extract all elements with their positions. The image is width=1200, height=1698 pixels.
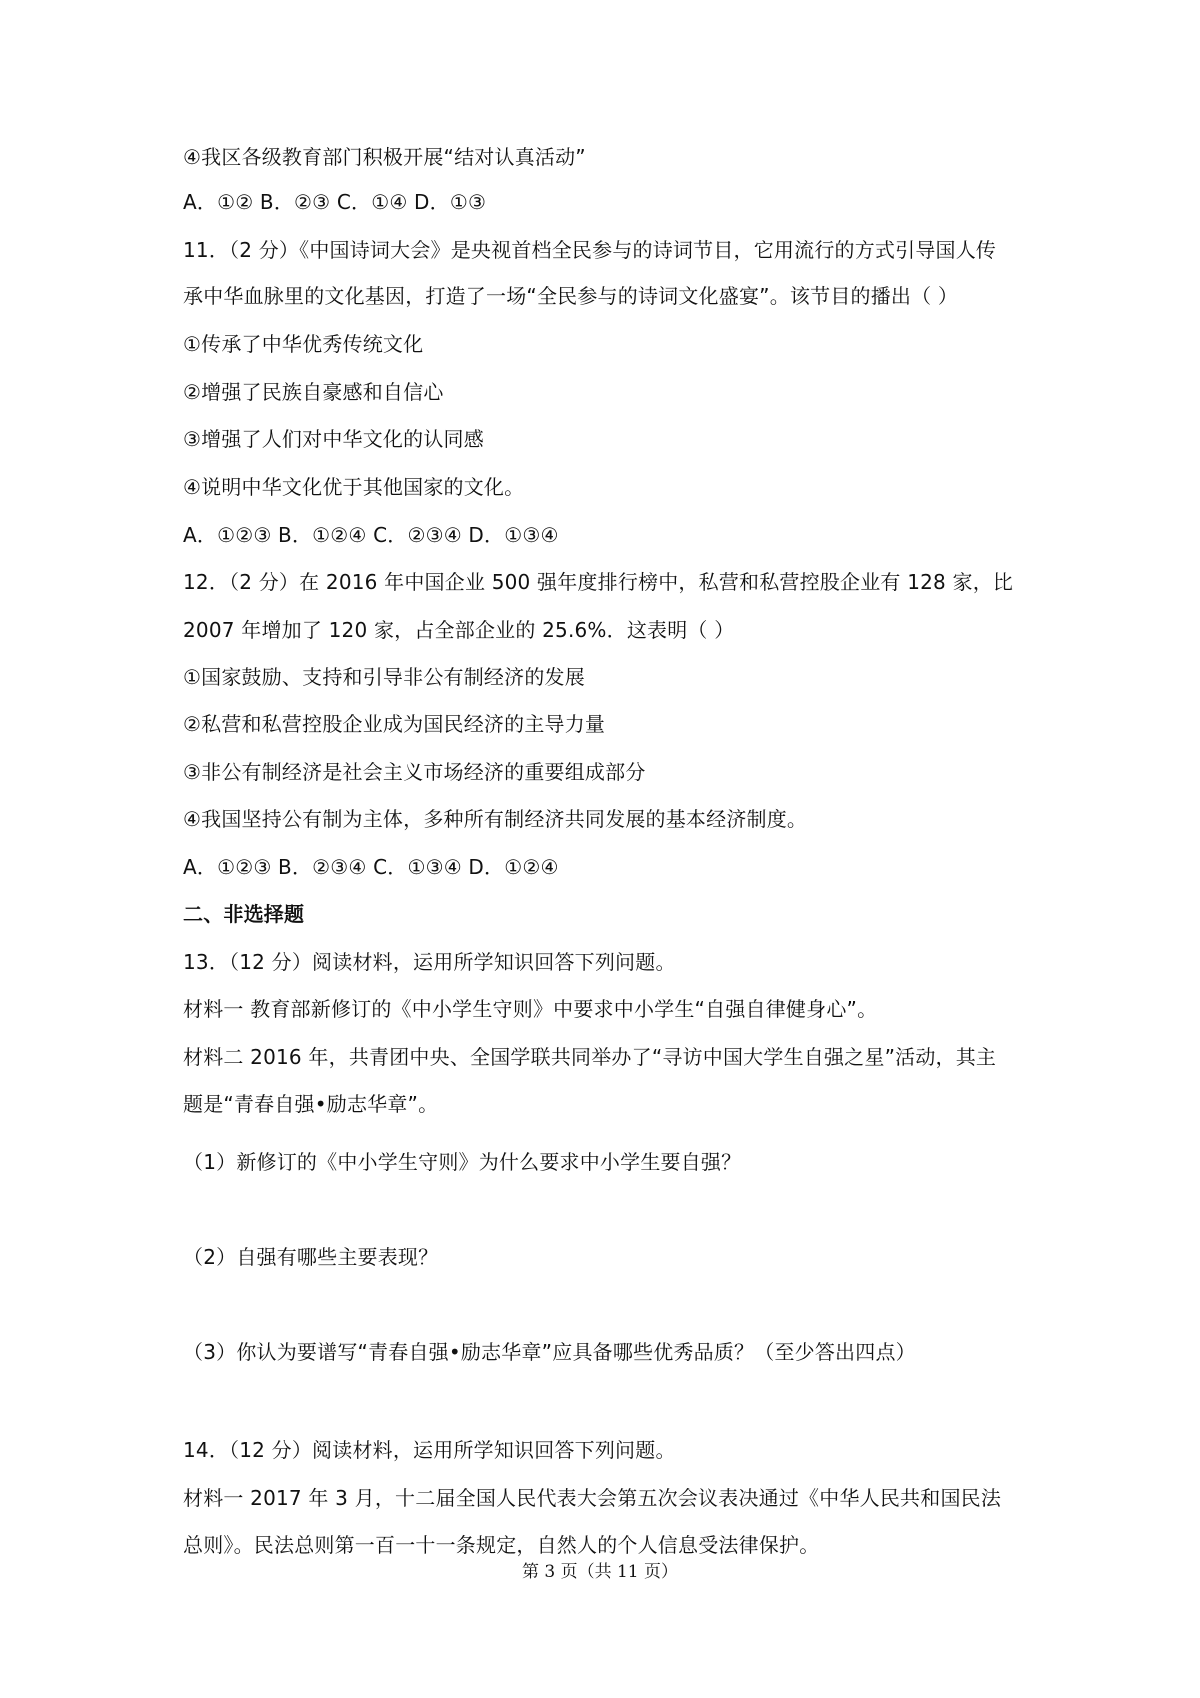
q10-options: A．①② B．②③ C．①④ D．①③ xyxy=(183,190,487,214)
q13-material-1: 材料一 教育部新修订的《中小学生守则》中要求中小学生“自强自律健身心”。 xyxy=(183,997,878,1021)
q12-item-1: ①国家鼓励、支持和引导非公有制经济的发展 xyxy=(183,665,585,689)
q13-sub-question-3: （3）你认为要谱写“青春自强•励志华章”应具备哪些优秀品质？（至少答出四点） xyxy=(183,1340,916,1364)
q13-sub-question-2: （2）自强有哪些主要表现？ xyxy=(183,1245,439,1269)
q11-item-2: ②增强了民族自豪感和自信心 xyxy=(183,380,444,404)
q14-material-1-line-2: 总则》。民法总则第一百一十一条规定，自然人的个人信息受法律保护。 xyxy=(183,1533,820,1557)
q11-stem-line-1: 11．（2 分）《中国诗词大会》是央视首档全民参与的诗词节目，它用流行的方式引导国人传 xyxy=(183,238,997,262)
q11-options: A．①②③ B．①②④ C．②③④ D．①③④ xyxy=(183,523,559,547)
q11-item-3: ③增强了人们对中华文化的认同感 xyxy=(183,427,484,451)
q12-stem-line-2: 2007 年增加了 120 家，占全部企业的 25.6%．这表明（ ） xyxy=(183,618,735,642)
q14-stem: 14．（12 分）阅读材料，运用所学知识回答下列问题。 xyxy=(183,1438,676,1462)
q12-item-4: ④我国坚持公有制为主体，多种所有制经济共同发展的基本经济制度。 xyxy=(183,807,808,831)
q13-material-2-line-1: 材料二 2016 年，共青团中央、全国学联共同举办了“寻访中国大学生自强之星”活动，其主 xyxy=(183,1045,997,1069)
q12-stem-line-1: 12．（2 分）在 2016 年中国企业 500 强年度排行榜中，私营和私营控股企业有 128 家，比 xyxy=(183,570,1014,594)
q12-item-2: ②私营和私营控股企业成为国民经济的主导力量 xyxy=(183,712,606,736)
q11-item-4: ④说明中华文化优于其他国家的文化。 xyxy=(183,475,525,499)
q14-material-1-line-1: 材料一 2017 年 3 月，十二届全国人民代表大会第五次会议表决通过《中华人民共和国民法 xyxy=(183,1486,1002,1510)
section-heading: 二、非选择题 xyxy=(183,902,305,926)
q12-options: A．①②③ B．②③④ C．①③④ D．①②④ xyxy=(183,855,559,879)
q11-stem-line-2: 承中华血脉里的文化基因，打造了一场“全民参与的诗词文化盛宴”。该节目的播出（ ） xyxy=(183,284,959,308)
page-number-footer: 第 3 页（共 11 页） xyxy=(521,1562,679,1582)
q13-material-2-line-2: 题是“青春自强•励志华章”。 xyxy=(183,1092,439,1116)
q13-stem: 13．（12 分）阅读材料，运用所学知识回答下列问题。 xyxy=(183,950,676,974)
q12-item-3: ③非公有制经济是社会主义市场经济的重要组成部分 xyxy=(183,760,646,784)
q13-sub-question-1: （1）新修订的《中小学生守则》为什么要求中小学生要自强？ xyxy=(183,1150,742,1174)
q11-item-1: ①传承了中华优秀传统文化 xyxy=(183,332,424,356)
q10-item-4: ④我区各级教育部门积极开展“结对认真活动” xyxy=(183,145,586,169)
